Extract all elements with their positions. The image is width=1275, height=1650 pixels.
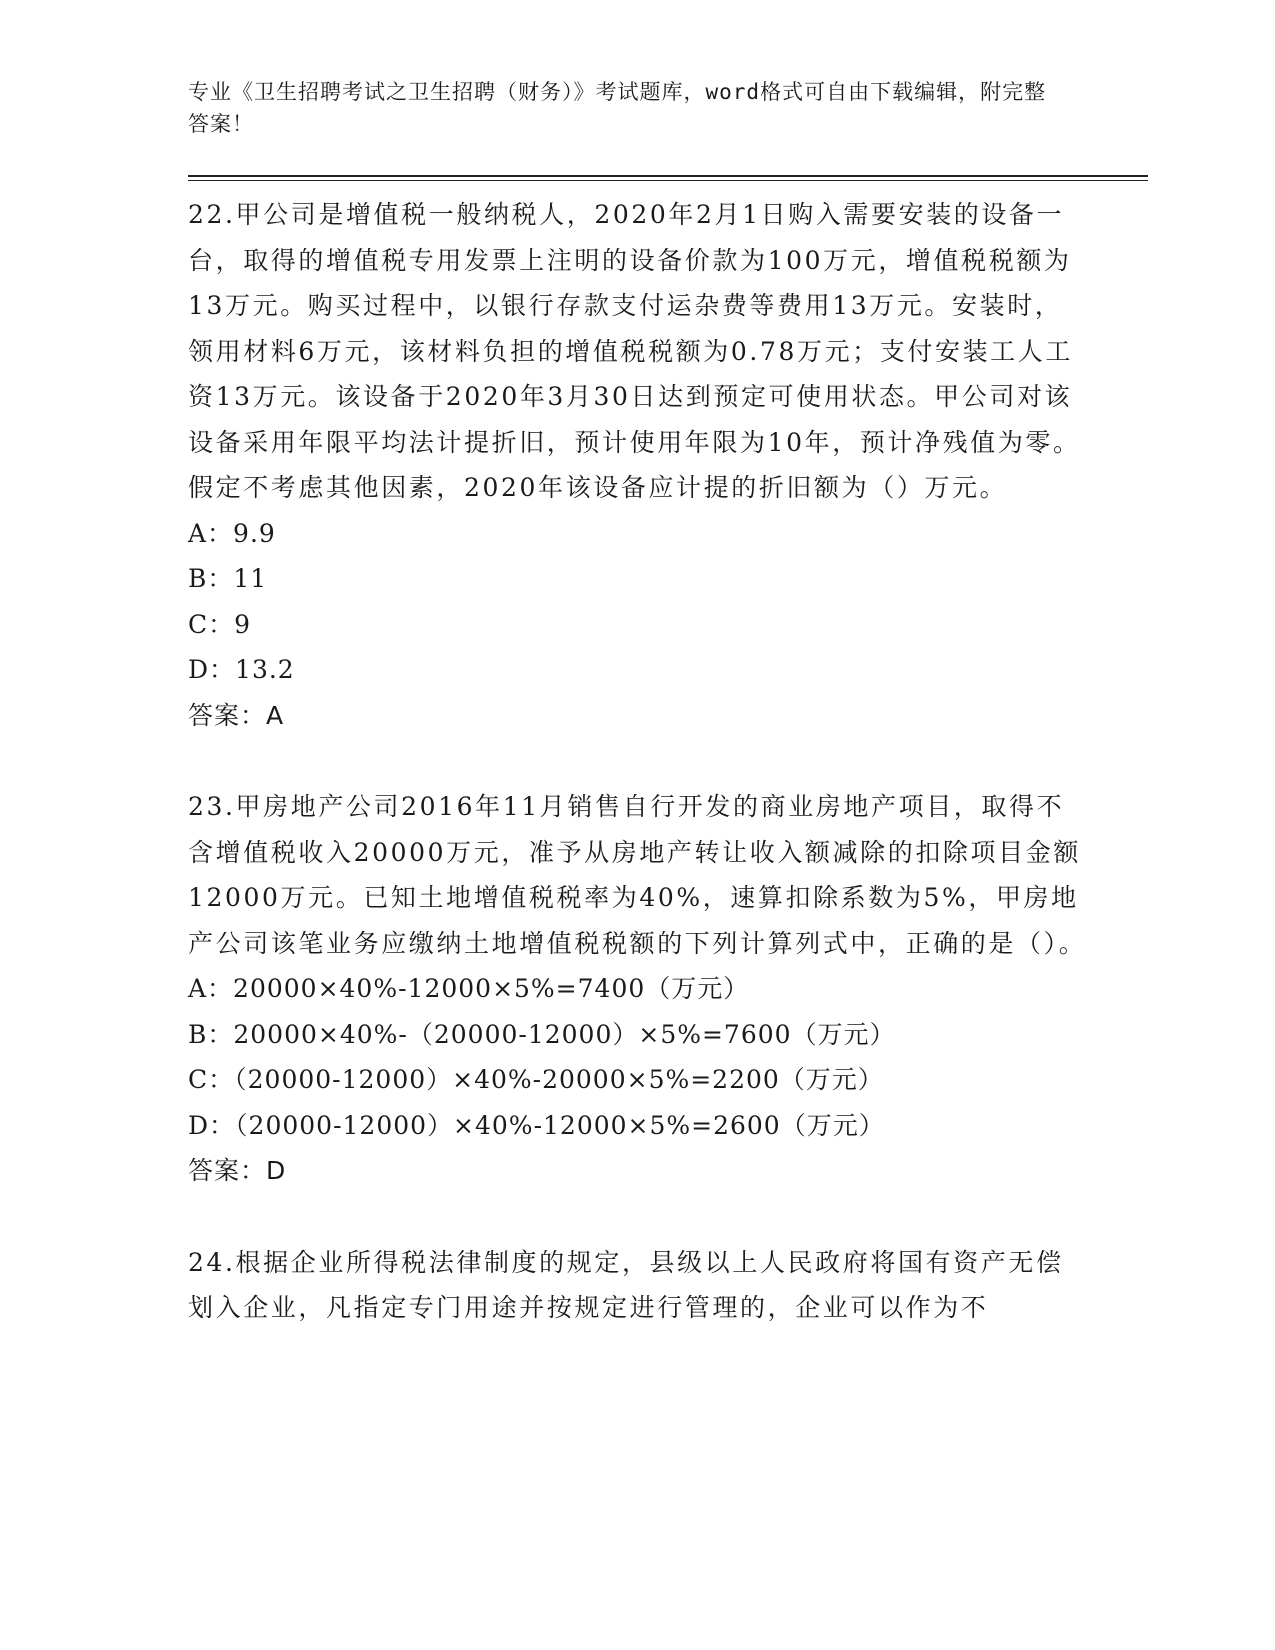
question-stem: 23.甲房地产公司2016年11月销售自行开发的商业房地产项目，取得不含增值税收入20000万元，准予从房地产转让收入额减除的扣除项目金额12000万元。已知土地增值税税率为40%，速算扣除系数为5%，甲房地产公司该笔业务应缴纳土地增值税税额的下列计算列式中，正确的是（）。 xyxy=(188,792,1087,958)
answer-line: 答案：D xyxy=(188,1156,287,1185)
option-a: A：9.9 xyxy=(188,518,276,548)
question-stem: 24.根据企业所得税法律制度的规定，县级以上人民政府将国有资产无偿划入企业，凡指定专门用途并按规定进行管理的，企业可以作为不 xyxy=(188,1247,1064,1322)
question-24 xyxy=(188,1240,1088,1331)
page-header: 专业《卫生招聘考试之卫生招聘（财务）》考试题库，word格式可自由下载编辑，附完整答案！ xyxy=(188,80,1047,136)
question-22 xyxy=(188,192,1088,738)
option-b: B：11 xyxy=(188,564,268,593)
option-a: A：20000×40%-12000×5%=7400（万元） xyxy=(188,974,750,1003)
question-stem: 22.甲公司是增值税一般纳税人，2020年2月1日购入需要安装的设备一台，取得的增值税专用发票上注明的设备价款为100万元，增值税税额为13万元。购买过程中，以银行存款支付运杂费等费用13万元。安装时，领用材料6万元，该材料负担的增值税税额为0.78万元；支付安装工人工资13万元。该设备于2020年3月30日达到预定可使用状态。甲公司对该设备采用年限平均法计提折旧，预计使用年限为10年，预计净残值为零。假定不考虑其他因素，2020年该设备应计提的折旧额为（）万元。 xyxy=(188,200,1081,502)
question-list xyxy=(188,192,1088,1377)
header-divider xyxy=(188,175,1148,181)
answer-line: 答案：A xyxy=(188,700,285,730)
option-c: C：9 xyxy=(188,609,252,639)
question-23 xyxy=(188,784,1088,1194)
option-d: D：13.2 xyxy=(188,655,295,684)
option-d: D：（20000-12000）×40%-12000×5%=2600（万元） xyxy=(188,1110,885,1140)
option-b: B：20000×40%-（20000-12000）×5%=7600（万元） xyxy=(188,1019,896,1049)
option-c: C：（20000-12000）×40%-20000×5%=2200（万元） xyxy=(188,1065,884,1094)
